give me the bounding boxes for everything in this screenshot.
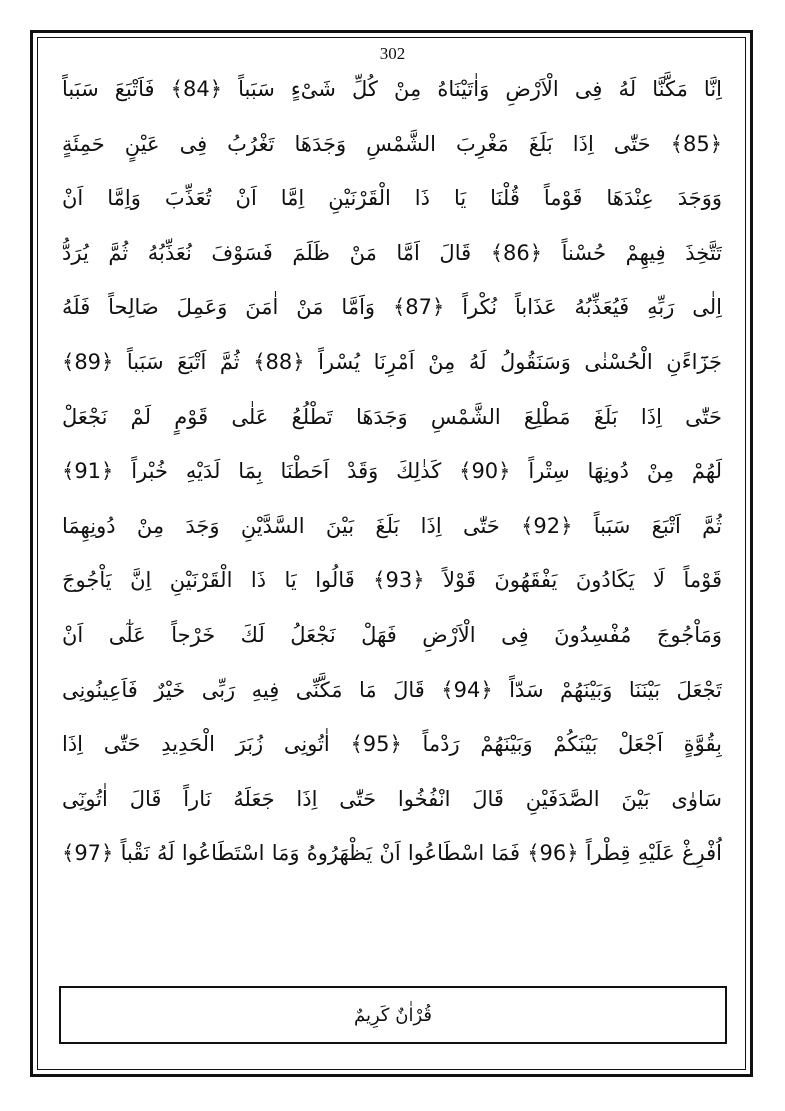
verse-line: اِلٰى رَبِّهِ فَيُعَذِّبُهُ عَذَاباً نُكْراً ﴿87﴾ وَاَمَّا مَنْ اٰمَنَ وَعَمِلَ صَالِحاً فَلَهُ: [62, 295, 722, 320]
verse-line: لَهُمْ مِنْ دُونِهَا سِتْراً ﴿90﴾ كَذٰلِكَ وَقَدْ اَحَطْنَا بِمَا لَدَيْهِ خُبْراً ﴿91﴾: [62, 459, 722, 484]
verse-line: تَتَّخِذَ فِيهِمْ حُسْناً ﴿86﴾ قَالَ اَمَّا مَنْ ظَلَمَ فَسَوْفَ نُعَذِّبُهُ ثُمَّ يُرَدُّ: [62, 240, 722, 265]
footer-title: قُرْاٰنٌ كَرِيمٌ: [354, 1004, 432, 1026]
verse-line: حَتّٰى اِذَا بَلَغَ مَطْلِعَ الشَّمْسِ وَجَدَهَا تَطْلُعُ عَلٰى قَوْمٍ لَمْ نَجْعَلْ: [62, 404, 722, 429]
verse-text-block: [62, 62, 722, 881]
verse-line: ﴿85﴾ حَتّٰى اِذَا بَلَغَ مَغْرِبَ الشَّمْسِ وَجَدَهَا تَغْرُبُ فِى عَيْنٍ حَمِئَةٍ: [62, 131, 722, 156]
verse-line: ثُمَّ اَتْبَعَ سَبَباً ﴿92﴾ حَتّٰى اِذَا بَلَغَ بَيْنَ السَّدَّيْنِ وَجَدَ مِنْ دُونِهِمَا: [62, 513, 722, 538]
verse-line: سَاوٰى بَيْنَ الصَّدَفَيْنِ قَالَ انْفُخُوا حَتّٰى اِذَا جَعَلَهُ نَاراً قَالَ اٰتُونِٓى: [62, 786, 722, 811]
verse-line: جَزَٓاءًنِ الْحُسْنٰى وَسَنَقُولُ لَهُ مِنْ اَمْرِنَا يُسْراً ﴿88﴾ ثُمَّ اَتْبَعَ سَبَباً ﴿89﴾: [62, 349, 722, 374]
verse-line: وَوَجَدَ عِنْدَهَا قَوْماً قُلْنَا يَا ذَا الْقَرْنَيْنِ اِمَّا اَنْ تُعَذِّبَ وَاِمَّا اَنْ: [62, 186, 722, 211]
verse-line: اِنَّا مَكَّنَّا لَهُ فِى الْاَرْضِ وَاٰتَيْنَاهُ مِنْ كُلِّ شَىْءٍ سَبَباً ﴿84﴾ فَاَتْبَعَ سَبَباً: [62, 77, 722, 101]
footer-title-box: [59, 986, 727, 1044]
verse-line: تَجْعَلَ بَيْنَنَا وَبَيْنَهُمْ سَدّاً ﴿94﴾ قَالَ مَا مَكَّنِّى فِيهِ رَبِّى خَيْرٌ فَاَعِينُونِى: [62, 677, 722, 702]
verse-line: بِقُوَّةٍ اَجْعَلْ بَيْنَكُمْ وَبَيْنَهُمْ رَدْماً ﴿95﴾ اٰتُونِى زُبَرَ الْحَدِيدِ حَتّٰى اِذَا: [62, 732, 722, 757]
verse-line: وَمَاْجُوجَ مُفْسِدُونَ فِى الْاَرْضِ فَهَلْ نَجْعَلُ لَكَ خَرْجاً عَلٰٓى اَنْ: [62, 622, 722, 647]
page-number: 302: [379, 44, 406, 63]
verse-line: اُفْرِغْ عَلَيْهِ قِطْراً ﴿96﴾ فَمَا اسْطَاعُوا اَنْ يَظْهَرُوهُ وَمَا اسْتَطَاعُوا لَهُ نَقْباً ﴿97﴾: [62, 841, 722, 866]
verse-line: قَوْماً لَا يَكَادُونَ يَفْقَهُونَ قَوْلاً ﴿93﴾ قَالُوا يَا ذَا الْقَرْنَيْنِ اِنَّ يَاْجُوجَ: [62, 568, 722, 593]
